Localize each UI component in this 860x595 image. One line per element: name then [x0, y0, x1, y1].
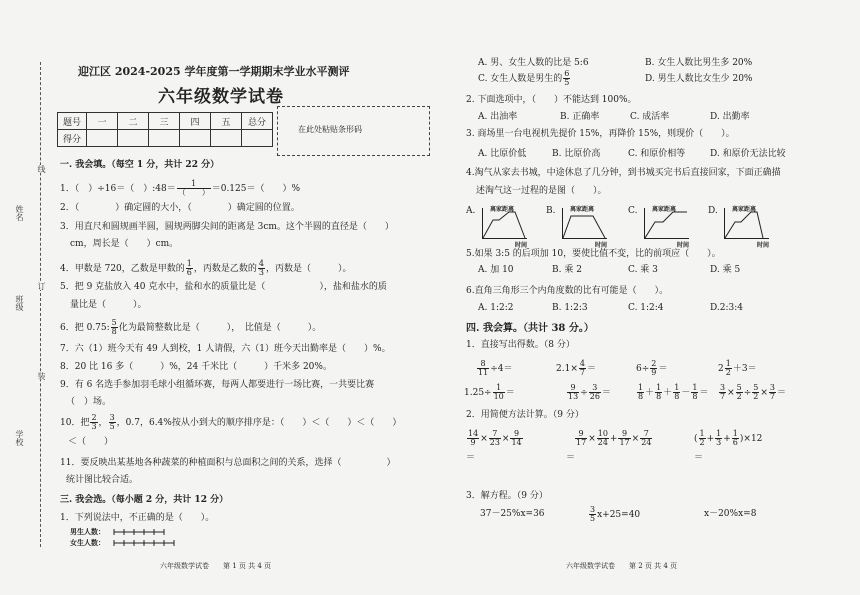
q6-option-a: A. 1:2:2	[478, 303, 514, 313]
calc-2-2-tail: ＝	[601, 388, 611, 398]
side-label-school: 学校	[15, 430, 24, 446]
question-9-line2: （ ）场。	[66, 397, 112, 407]
s2q1-c-num: 6	[564, 69, 570, 78]
legend-female-label: 女生人数：	[70, 538, 105, 547]
calc-part-2: 2．用简便方法计算。（9 分）	[466, 410, 584, 420]
side-mark-line: 线	[37, 165, 46, 173]
q10-f2-num: 3	[109, 413, 115, 422]
q2-option-c: C. 成活率	[630, 112, 670, 122]
score-cell[interactable]	[242, 130, 273, 147]
side-mark-bind: 订	[37, 282, 46, 290]
choice-question-5: 5.如果 3:5 的后项加 10，要使比值不变，比的前项应（ ）。	[466, 249, 721, 259]
q5-option-b: B. 乘 2	[552, 265, 582, 275]
q4-f2-num: 4	[258, 259, 264, 268]
q5-option-d: D. 乘 5	[710, 265, 741, 275]
s2q1-option-a: A. 男、女生人数的比是 5:6	[478, 58, 589, 68]
choice-question-2: 2. 下面选项中，（ ）不能达到 100%。	[466, 95, 637, 105]
q10-f1-den: 3	[91, 422, 97, 431]
question-6	[60, 319, 321, 336]
footer-page-2: 六年级数学试卷 第 2 页 共 4 页	[566, 562, 678, 570]
graph-c-ylabel: 离家距离	[652, 206, 677, 213]
choice-question-3: 3. 商场里一台电视机先提价 15%，再降价 15%，则现价（ ）。	[466, 129, 735, 139]
question-7: 7．六（1）班今天有 49 人到校，1 人请假，六（1）班今天出勤率是（ ）%。	[60, 344, 391, 354]
footer-page-1: 六年级数学试卷 第 1 页 共 4 页	[160, 562, 272, 570]
equation-2-tail: x+25=40	[597, 510, 641, 520]
s2q1-c-text: C. 女生人数是男生的	[478, 74, 563, 84]
q4-text-a: 4．甲数是 720，乙数是甲数的	[60, 264, 185, 274]
graph-b-letter: B.	[546, 206, 556, 216]
question-11-line1: 11．要反映出某基地各种蔬菜的种植面积与总面积之间的关系，选择（ ）	[60, 458, 396, 468]
graph-a-ylabel: 离家距离	[490, 206, 515, 213]
score-header: 四	[180, 113, 211, 130]
calc-1-2: 2.1× $\frac{4}{7}$ ＝	[556, 359, 596, 377]
question-9-line1: 9．有 6 名选手参加羽毛球小组循环赛，每两人都要进行一场比赛，一共要比赛	[60, 380, 375, 390]
q10-f2-den: 5	[109, 422, 115, 431]
side-mark-seal: 装	[37, 372, 46, 380]
equation-1: 37－25%x=36	[480, 509, 545, 519]
q2-option-b: B. 正确率	[560, 112, 600, 122]
calc-2-3-op2: ＋	[663, 388, 673, 398]
calc-1-3: 6÷ $\frac{2}{9}$ ＝	[636, 359, 668, 377]
q6-fraction	[111, 319, 118, 336]
q2-option-a: A. 出油率	[478, 112, 518, 122]
q4-fraction-2	[258, 260, 265, 277]
q4-fraction-1	[186, 260, 193, 277]
graph-b-xlabel: 时间	[595, 242, 608, 249]
s2q1-option-c	[478, 70, 571, 87]
calc-2-1-tail: ＝	[505, 388, 515, 398]
simplify-3-equals: ＝	[694, 453, 704, 463]
score-header: 三	[149, 113, 180, 130]
question-8: 8．20 比 16 多（ ）%，24 千米比（ ）千米多 20%。	[60, 362, 332, 372]
q4-text-b: ，丙数是乙数的	[193, 264, 257, 274]
choice-question-6: 6.直角三角形三个内角度数的比有可能是（ ）。	[466, 286, 669, 296]
graph-d-ylabel: 离家距离	[732, 206, 757, 213]
s2q1-option-d: D. 男生人数比女生少 20%	[645, 74, 753, 84]
q1-fraction	[177, 180, 211, 197]
calc-1-4-whole: 2	[718, 364, 724, 374]
calc-1-3-tail: ＝	[658, 364, 668, 374]
question-2: 2．（ ）确定圆的大小，（ ）确定圆的位置。	[60, 203, 300, 213]
calc-1-2-tail: ＝	[586, 364, 596, 374]
q5-option-c: C. 乘 3	[628, 265, 658, 275]
score-row-label: 得分	[58, 130, 87, 147]
score-cell[interactable]	[87, 130, 118, 147]
calc-1-3-head: 6÷	[636, 364, 650, 374]
simplify-3-tail: ×12	[743, 434, 763, 444]
simplify-1: $\frac{14}{9}$ × $\frac{7}{23}$ × $\frac{9}{14}$	[468, 429, 522, 447]
graph-b-ylabel: 离家距离	[570, 206, 595, 213]
legend-male-label: 男生人数：	[70, 527, 105, 536]
section-1-heading: 一. 我会填。（每空 1 分，共计 22 分）	[60, 160, 220, 170]
q4-text-c: ，丙数是（ ）。	[265, 264, 352, 274]
score-header: 五	[211, 113, 242, 130]
calc-2-2: $\frac{9}{13}$ ÷ $\frac{3}{26}$ ＝	[568, 383, 611, 401]
q4-f2-den: 3	[258, 268, 264, 277]
graph-a-letter: A.	[466, 206, 476, 216]
score-table	[57, 112, 273, 147]
question-5-line2: 量比是（ ）。	[70, 300, 147, 310]
q3-option-a: A. 比原价低	[478, 149, 527, 159]
simplify-3: ( $\frac{1}{2}$ + $\frac{1}{3}$ + $\frac{1}{6}$ )×12	[694, 429, 763, 447]
calc-2-3-tail: ＝	[699, 388, 709, 398]
q3-option-b: B. 比原价高	[552, 149, 601, 159]
equation-3: x－20%x=8	[704, 509, 757, 519]
q6-frac-num: 5	[111, 318, 117, 327]
binding-line	[40, 62, 41, 547]
q1-text-b: ＝0.125＝（ ）%	[211, 184, 301, 194]
calc-2-4-op1: ×	[727, 388, 735, 398]
calc-2-1-head: 1.25÷	[464, 388, 492, 398]
section-4-heading: 四. 我会算。（共计 38 分。）	[466, 323, 594, 334]
simplify-1-equals: ＝	[466, 453, 476, 463]
calc-1-2-head: 2.1×	[556, 364, 578, 374]
question-10-line2: ＜（ ）	[68, 437, 114, 447]
question-3-line2: cm，周长是（ ）cm。	[70, 239, 179, 249]
calc-2-2-op: ÷	[580, 388, 588, 398]
calc-2-4: $\frac{3}{7}$ × $\frac{5}{2}$ ÷ $\frac{5}{2}$ × $\frac{3}{7}$ ＝	[720, 383, 787, 401]
score-cell[interactable]	[118, 130, 149, 147]
question-4	[60, 260, 352, 277]
calc-2-3: $\frac{1}{8}$ ＋ $\frac{1}{8}$ ＋ $\frac{1}{8}$ － $\frac{1}{8}$ ＝	[638, 383, 709, 401]
calc-2-4-op3: ×	[760, 388, 768, 398]
barcode-label: 在此处粘贴条形码	[298, 125, 362, 134]
section-2-heading: 三. 我会选。（每小题 2 分，共计 12 分）	[60, 495, 229, 505]
q4-f1-num: 1	[186, 259, 192, 268]
calc-2-3-op1: ＋	[645, 388, 655, 398]
line-segment-diagram	[112, 526, 192, 548]
q10-fraction-2	[109, 414, 116, 431]
s2q1-c-den: 5	[564, 78, 570, 87]
q6-option-d: D.2:3:4	[710, 303, 743, 313]
calc-part-1: 1．直接写出得数。（8 分）	[466, 340, 575, 350]
calc-2-3-op3: －	[681, 388, 691, 398]
graph-c-xlabel: 时间	[677, 242, 690, 249]
question-1	[60, 180, 300, 197]
simplify-2: $\frac{9}{17}$ × $\frac{10}{24}$ + $\frac{9}{17}$ × $\frac{7}{24}$	[576, 429, 652, 447]
q3-option-c: C. 和原价相等	[628, 149, 686, 159]
score-header: 一	[87, 113, 118, 130]
q6-text-b: 化为最简整数比是（ ）， 比值是（ ）。	[118, 323, 322, 333]
q6-option-c: C. 1:2:4	[628, 303, 664, 313]
side-label-class: 班级	[15, 295, 24, 311]
exam-subtitle: 六年级数学试卷	[158, 87, 284, 107]
question-10: 10．把 $\frac{2}{3}$ ， $\frac{3}{5}$ ，0.7，6.4%按从小到大的顺序排序是：（ ）＜（ ）＜（ ）	[60, 413, 402, 431]
score-header: 总分	[242, 113, 273, 130]
calc-1-1-tail: ÷4＝	[490, 364, 513, 374]
side-label-name: 姓名	[15, 205, 24, 221]
q4-f1-den: 6	[186, 268, 192, 277]
question-11-line2: 统计图比较合适。	[66, 475, 139, 485]
calc-1-1: $\frac{8}{11}$ ÷4＝	[478, 359, 513, 377]
exam-title: 迎江区 2024-2025 学年度第一学期期末学业水平测评	[78, 65, 350, 78]
q3-option-d: D. 和原价无法比较	[710, 149, 786, 159]
graph-a-xlabel: 时间	[515, 242, 528, 249]
graph-d-letter: D.	[708, 206, 718, 216]
q10-text-b: ，0.7，6.4%按从小到大的顺序排序是：（ ）＜（ ）＜（ ）	[116, 418, 402, 428]
choice-question-4-line2: 述淘气这一过程的是图（ ）。	[476, 186, 607, 196]
q1-text-a: 1．（ ）÷16＝（ ）:48＝	[60, 184, 176, 194]
calc-2-1: 1.25÷ $\frac{1}{10}$ ＝	[464, 383, 515, 401]
question-5-line1: 5．把 9 克盐放入 40 克水中，盐和水的质量比是（ ），盐和盐水的质	[60, 282, 387, 292]
q1-frac-den: （ ）	[177, 188, 210, 197]
score-header: 题号	[58, 113, 87, 130]
q10-text-a: 10．把	[60, 418, 90, 428]
graph-c-letter: C.	[628, 206, 638, 216]
simplify-2-equals: ＝	[566, 453, 576, 463]
equation-2: $\frac{3}{5}$ x+25=40	[590, 505, 641, 523]
q2-option-d: D. 出勤率	[710, 112, 750, 122]
q1-frac-num: 1	[177, 180, 211, 189]
score-cell[interactable]	[211, 130, 242, 147]
choice-question-4-line1: 4.淘气从家去书城，中途休息了几分钟，到书城买完书后直接回家，下面正确描	[466, 168, 781, 178]
barcode-box	[277, 106, 430, 156]
q10-f1-num: 2	[91, 413, 97, 422]
calc-part-3: 3．解方程。（9 分）	[466, 491, 548, 501]
q5-option-a: A. 加 10	[478, 265, 514, 275]
s2q1-c-fraction	[563, 70, 570, 87]
q6-text-a: 6．把 0.75:	[60, 323, 110, 333]
score-header: 二	[118, 113, 149, 130]
calc-1-4-tail: ＋3＝	[732, 364, 757, 374]
q10-fraction-1	[90, 414, 97, 431]
q6-frac-den: 8	[111, 327, 117, 336]
calc-2-4-tail: ＝	[777, 388, 787, 398]
q6-option-b: B. 1:2:3	[552, 303, 588, 313]
graph-d-xlabel: 时间	[757, 242, 770, 249]
question-3-line1: 3．用直尺和圆规画半圆，圆规两脚尖间的距离是 3cm。这个半圆的直径是（ ）	[60, 222, 394, 232]
score-cell[interactable]	[180, 130, 211, 147]
choice-question-1: 1．下列说法中，不正确的是（ ）。	[60, 513, 215, 523]
calc-2-4-op2: ÷	[743, 388, 752, 398]
calc-1-4: 2 $\frac{1}{2}$ ＋3＝	[718, 359, 757, 377]
s2q1-option-b: B. 女生人数比男生多 20%	[645, 58, 753, 68]
score-cell[interactable]	[149, 130, 180, 147]
